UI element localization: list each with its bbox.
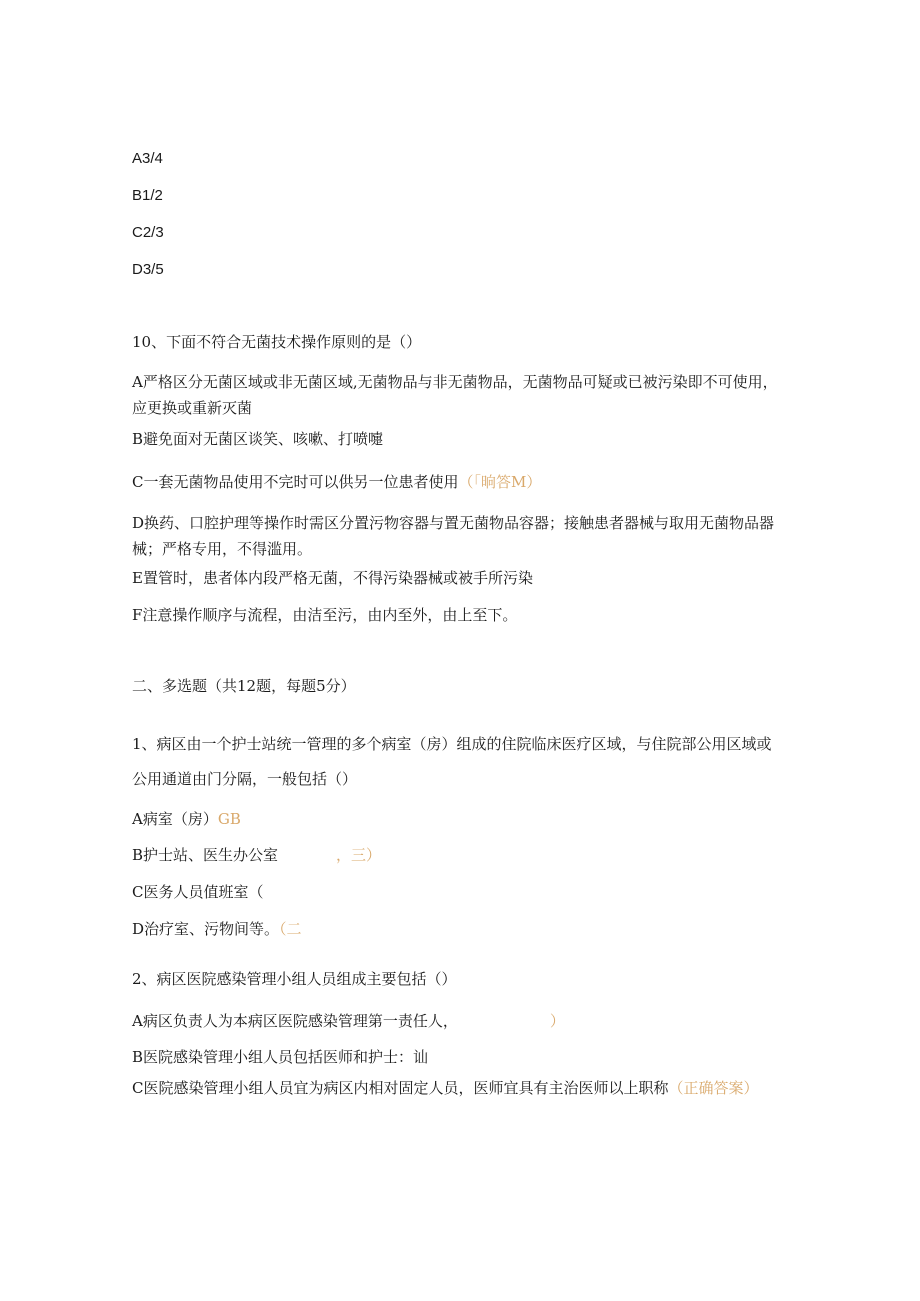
mq1-option-a: [132, 810, 241, 828]
q10-option-f: F注意操作顺序与流程，由洁至污，由内至外，由上至下。: [132, 606, 518, 624]
mq1-option-b-text: B护士站、医生办公室: [132, 846, 279, 864]
q10-option-d: D换药、口腔护理等操作时需区分置污物容器与置无菌物品容器；接触患者器械与取用无菌物品器械；严格专用，不得滥用。: [132, 514, 775, 558]
q10-option-c: [132, 473, 541, 491]
mq1-option-a-text: A病室（房）: [132, 810, 218, 828]
mq1-question: 1、病区由一个护士站统一管理的多个病室（房）组成的住院临床医疗区域，与住院部公用区域或公用通道由门分隔，一般包括（）: [132, 735, 772, 788]
mq1-option-a-answer-mark: GB: [217, 810, 241, 828]
q10-option-c-text: C一套无菌物品使用不完时可以供另一位患者使用: [132, 473, 459, 491]
mq2-question: 2、病区医院感染管理小组人员组成主要包括（）: [132, 970, 457, 988]
option-d: D3/5: [132, 261, 164, 278]
mq2-option-a: [132, 1012, 565, 1030]
q10-option-c-answer-mark: （「晌答M）: [458, 473, 542, 491]
q10-option-b: B避免面对无菌区谈笑、咳嗽、打喷嚏: [132, 430, 384, 448]
q10-option-a: A严格区分无菌区域或非无菌区域,无菌物品与非无菌物品，无菌物品可疑或已被污染即不可使用，应更换或重新灭菌: [132, 373, 778, 417]
mq2-option-c-text: C医院感染管理小组人员宜为病区内相对固定人员，医师宜具有主治医师以上职称: [132, 1079, 669, 1097]
mq1-option-d-text: D治疗室、污物间等。: [132, 920, 280, 938]
section-title: 二、多选题（共12题，每题5分）: [132, 677, 356, 695]
mq2-option-a-answer-mark: ）: [549, 1012, 565, 1030]
mq1-option-b-answer-mark: ，三）: [336, 846, 382, 864]
question-10: 10、下面不符合无菌技术操作原则的是（）: [132, 333, 422, 351]
mq1-option-d-answer-mark: （二: [279, 920, 302, 938]
mq2-option-a-text: A病区负责人为本病区医院感染管理第一责任人，: [132, 1012, 458, 1030]
mq2-option-c-answer-mark: （正确答案）: [668, 1079, 759, 1097]
mq1-option-c: C医务人员值班室（: [132, 883, 264, 901]
q10-option-e: E置管时，患者体内段严格无菌，不得污染器械或被手所污染: [132, 569, 533, 587]
option-b: B1/2: [132, 187, 163, 204]
mq2-option-c: [132, 1075, 780, 1101]
mq1-option-b: [132, 846, 381, 864]
mq1-option-d: [132, 920, 302, 938]
option-c: C2/3: [132, 224, 164, 241]
mq2-option-b: B医院感染管理小组人员包括医师和护士：讪: [132, 1048, 429, 1066]
option-a: A3/4: [132, 150, 163, 167]
